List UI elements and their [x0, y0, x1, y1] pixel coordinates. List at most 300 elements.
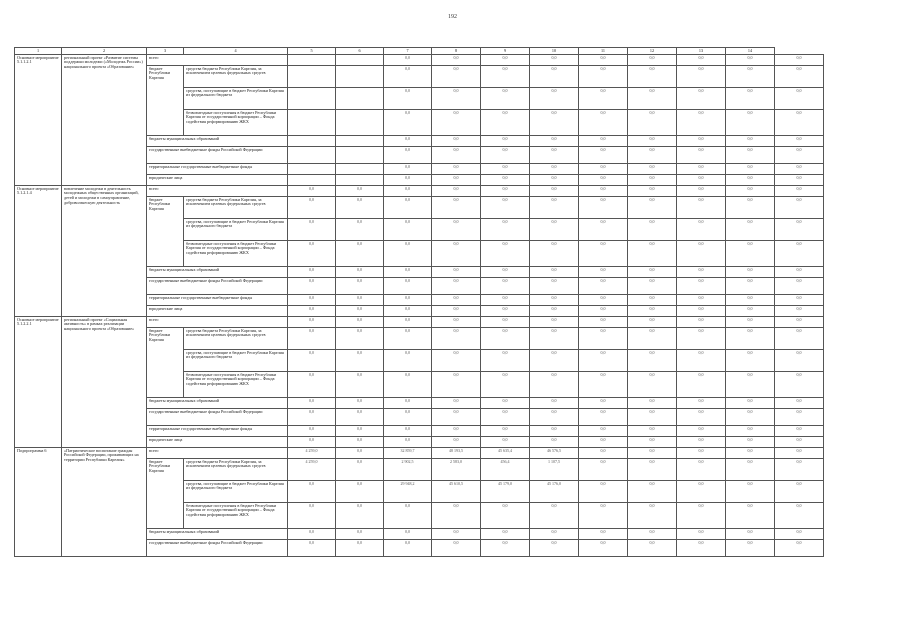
value-cell: [677, 278, 726, 295]
value-cell: [579, 110, 628, 136]
value-cell: [628, 448, 677, 459]
value-text: 0,0: [453, 316, 459, 322]
value-text: 0,0: [796, 316, 802, 322]
value-cell: [336, 295, 384, 306]
value-cell: [726, 164, 775, 175]
value-text: 0,0: [502, 218, 508, 224]
value-text: 0,0: [502, 266, 508, 272]
value-text: 0,0: [551, 218, 557, 224]
value-cell: [384, 197, 432, 219]
value-cell: [481, 164, 530, 175]
value-text: 0,0: [453, 135, 459, 141]
value-cell: [384, 110, 432, 136]
value-cell: [530, 328, 579, 350]
value-cell: [384, 88, 432, 110]
value-text: 0,0: [698, 528, 704, 534]
value-text: 0,0: [698, 218, 704, 224]
value-text: 0,0: [453, 196, 459, 202]
value-cell: [628, 317, 677, 328]
value-text: 0,0: [698, 185, 704, 191]
value-text: 0,0: [649, 528, 655, 534]
value-cell: [726, 459, 775, 481]
value-text: 0,0: [453, 54, 459, 60]
value-text: 0,0: [453, 185, 459, 191]
value-cell: [432, 328, 481, 350]
value-cell: [481, 540, 530, 557]
value-text: 0,0: [796, 174, 802, 180]
value-cell: [432, 136, 481, 147]
value-text: 0,0: [357, 316, 362, 322]
value-text: 0,0: [600, 397, 606, 403]
measure-description: региональный проект «Социальная активность» в рамках реализации национального проекта «Образование»: [62, 317, 147, 448]
value-cell: [579, 306, 628, 317]
value-text: 0,0: [649, 425, 655, 431]
budget-label: бюджет Республики Карелия: [147, 66, 184, 136]
value-text: 0,0: [405, 371, 410, 377]
value-text: 0,0: [747, 174, 753, 180]
table-row: [15, 317, 824, 328]
value-cell: [775, 66, 824, 88]
value-cell: [775, 398, 824, 409]
value-cell: [628, 409, 677, 426]
value-cell: [336, 437, 384, 448]
value-cell: [775, 409, 824, 426]
value-cell: [726, 448, 775, 459]
value-cell: [288, 55, 336, 66]
value-text: 0,0: [502, 528, 508, 534]
value-cell: [775, 267, 824, 278]
source-label: средства, поступающие в бюджет Республики Карелия из федерального бюджета: [184, 219, 288, 241]
value-cell: [336, 317, 384, 328]
value-text: 0,0: [747, 163, 753, 169]
value-cell: [726, 503, 775, 529]
source-label: территориальные государственные внебюджетные фонды: [147, 426, 288, 437]
value-text: 0,0: [796, 294, 802, 300]
value-cell: [384, 317, 432, 328]
value-cell: [336, 88, 384, 110]
value-cell: [336, 164, 384, 175]
value-cell: [628, 540, 677, 557]
value-text: 0,0: [698, 305, 704, 311]
value-text: 45 176,0: [547, 480, 561, 486]
value-cell: [530, 164, 579, 175]
value-text: 0,0: [309, 218, 314, 224]
value-text: 0,0: [600, 458, 606, 464]
value-text: 0,0: [600, 185, 606, 191]
value-cell: [677, 110, 726, 136]
value-text: 0,0: [405, 436, 410, 442]
value-cell: [384, 136, 432, 147]
value-cell: [481, 267, 530, 278]
table-row: [15, 448, 824, 459]
value-cell: [336, 267, 384, 278]
value-text: 0,0: [309, 528, 314, 534]
value-cell: [677, 328, 726, 350]
value-cell: [677, 372, 726, 398]
value-text: 0,0: [747, 397, 753, 403]
value-cell: [384, 328, 432, 350]
value-cell: [384, 186, 432, 197]
value-cell: [579, 55, 628, 66]
value-cell: [726, 88, 775, 110]
value-text: 0,0: [796, 528, 802, 534]
value-text: 0,0: [649, 54, 655, 60]
value-cell: [775, 295, 824, 306]
source-label: всего: [147, 448, 288, 459]
value-cell: [579, 147, 628, 164]
value-cell: [726, 55, 775, 66]
source-label: безвозмездные поступления в бюджет Республики Карелия от государственной корпорации – Фонда содействия реформированию ЖКХ: [184, 110, 288, 136]
value-text: 0,0: [357, 327, 362, 333]
value-text: 0,0: [357, 397, 362, 403]
value-text: 0,0: [357, 305, 362, 311]
financing-table: [14, 47, 824, 557]
value-cell: [726, 540, 775, 557]
value-text: 0,0: [649, 218, 655, 224]
value-text: 0,0: [600, 349, 606, 355]
value-text: 0,0: [600, 502, 606, 508]
value-cell: [530, 503, 579, 529]
value-text: 0,0: [796, 146, 802, 152]
value-text: 0,0: [600, 54, 606, 60]
value-cell: [579, 372, 628, 398]
value-text: 0,0: [309, 305, 314, 311]
header-cell-1: 1: [15, 48, 62, 55]
value-cell: [579, 136, 628, 147]
value-cell: [336, 66, 384, 88]
value-text: 0,0: [453, 436, 459, 442]
value-text: 0,0: [698, 294, 704, 300]
value-cell: [775, 110, 824, 136]
value-cell: [432, 448, 481, 459]
value-text: 0,0: [698, 327, 704, 333]
value-text: 0,0: [747, 65, 753, 71]
value-text: 0,0: [747, 146, 753, 152]
value-text: 0,0: [551, 146, 557, 152]
value-text: 0,0: [747, 480, 753, 486]
value-cell: [481, 350, 530, 372]
value-cell: [432, 175, 481, 186]
value-cell: [481, 448, 530, 459]
value-text: 32 859,7: [400, 447, 415, 453]
value-text: 0,0: [600, 266, 606, 272]
value-text: 0,0: [796, 87, 802, 93]
value-text: 0,0: [649, 447, 655, 453]
value-text: 0,0: [796, 196, 802, 202]
value-text: 0,0: [357, 436, 362, 442]
value-cell: [628, 66, 677, 88]
value-cell: [384, 55, 432, 66]
value-text: 0,0: [453, 539, 459, 545]
value-text: 0,0: [747, 425, 753, 431]
value-cell: [677, 88, 726, 110]
value-text: 0,0: [405, 218, 410, 224]
value-cell: [579, 540, 628, 557]
header-cell-10: 10: [530, 48, 579, 55]
value-text: 0,0: [698, 174, 704, 180]
value-text: 0,0: [698, 480, 704, 486]
value-text: 0,0: [796, 480, 802, 486]
source-label: бюджеты муниципальных образований: [147, 136, 288, 147]
source-label: средства, поступающие в бюджет Республики Карелия из федерального бюджета: [184, 88, 288, 110]
source-label: юридические лица: [147, 437, 288, 448]
value-cell: [726, 409, 775, 426]
value-cell: [481, 66, 530, 88]
value-text: 0,0: [600, 436, 606, 442]
value-cell: [628, 481, 677, 503]
value-text: 0,0: [309, 277, 314, 283]
value-text: 0,0: [502, 196, 508, 202]
value-text: 0,0: [698, 371, 704, 377]
value-text: 45 635,4: [498, 447, 512, 453]
value-cell: [336, 110, 384, 136]
value-cell: [432, 372, 481, 398]
value-cell: [628, 136, 677, 147]
value-cell: [530, 306, 579, 317]
value-cell: [726, 186, 775, 197]
value-cell: [579, 197, 628, 219]
value-cell: [384, 350, 432, 372]
value-text: 0,0: [796, 305, 802, 311]
value-cell: [530, 186, 579, 197]
value-cell: [579, 295, 628, 306]
value-text: 0,0: [502, 436, 508, 442]
value-cell: [481, 426, 530, 437]
value-cell: [628, 164, 677, 175]
value-text: 0,0: [551, 65, 557, 71]
value-text: 0,0: [649, 371, 655, 377]
value-cell: [628, 147, 677, 164]
value-text: 0,0: [551, 502, 557, 508]
value-cell: [432, 147, 481, 164]
value-text: 0,0: [600, 87, 606, 93]
value-cell: [384, 503, 432, 529]
value-text: 0,0: [747, 54, 753, 60]
source-label: средства бюджета Республики Карелия, за исключением целевых федеральных средств: [184, 328, 288, 350]
value-text: 0,0: [453, 502, 459, 508]
value-text: 0,0: [698, 196, 704, 202]
header-cell-6: 6: [336, 48, 384, 55]
value-text: 0,0: [600, 294, 606, 300]
value-text: 0,0: [405, 277, 410, 283]
measure-name: Основное мероприятие 5.1.1.2.1: [15, 55, 62, 186]
value-cell: [628, 398, 677, 409]
header-cell-5: 5: [288, 48, 336, 55]
value-text: 0,0: [551, 294, 557, 300]
value-cell: [384, 409, 432, 426]
value-cell: [726, 147, 775, 164]
value-cell: [288, 426, 336, 437]
value-text: 0,0: [453, 163, 459, 169]
value-cell: [677, 317, 726, 328]
value-cell: [775, 503, 824, 529]
value-cell: [775, 241, 824, 267]
value-text: 2 902,5: [401, 458, 414, 464]
value-cell: [481, 136, 530, 147]
value-cell: [288, 241, 336, 267]
value-cell: [432, 317, 481, 328]
value-cell: [336, 219, 384, 241]
value-cell: [726, 328, 775, 350]
value-cell: [775, 55, 824, 66]
value-text: 0,0: [747, 349, 753, 355]
value-cell: [530, 66, 579, 88]
value-text: 0,0: [747, 436, 753, 442]
value-text: 0,0: [698, 436, 704, 442]
value-text: 0,0: [453, 397, 459, 403]
value-text: 0,0: [747, 316, 753, 322]
value-text: 0,0: [649, 185, 655, 191]
value-text: 0,0: [551, 240, 557, 246]
value-cell: [481, 481, 530, 503]
value-text: 0,0: [747, 196, 753, 202]
value-text: 0,0: [698, 539, 704, 545]
value-text: 0,0: [551, 397, 557, 403]
value-cell: [530, 147, 579, 164]
value-cell: [481, 278, 530, 295]
value-text: 0,0: [649, 87, 655, 93]
value-cell: [628, 88, 677, 110]
value-cell: [336, 175, 384, 186]
value-cell: [288, 219, 336, 241]
value-text: 0,0: [747, 240, 753, 246]
value-text: 0,0: [649, 109, 655, 115]
value-text: 0,0: [357, 218, 362, 224]
source-label: всего: [147, 317, 288, 328]
value-text: 0,0: [405, 408, 410, 414]
source-label: юридические лица: [147, 306, 288, 317]
header-cell-14: 14: [726, 48, 775, 55]
value-text: 0,0: [357, 502, 362, 508]
value-cell: [530, 540, 579, 557]
value-cell: [579, 398, 628, 409]
value-cell: [530, 55, 579, 66]
value-cell: [530, 219, 579, 241]
value-cell: [336, 540, 384, 557]
value-text: 0,0: [698, 349, 704, 355]
value-cell: [775, 306, 824, 317]
value-cell: [288, 529, 336, 540]
value-cell: [432, 437, 481, 448]
value-cell: [775, 88, 824, 110]
value-cell: [384, 372, 432, 398]
value-text: 0,0: [747, 408, 753, 414]
value-cell: [530, 426, 579, 437]
value-text: 0,0: [649, 135, 655, 141]
value-cell: [432, 110, 481, 136]
value-cell: [336, 136, 384, 147]
value-text: 0,0: [357, 277, 362, 283]
value-cell: [336, 197, 384, 219]
source-label: государственные внебюджетные фонды Российской Федерации: [147, 278, 288, 295]
value-text: 0,0: [453, 146, 459, 152]
value-text: 0,0: [405, 425, 410, 431]
value-text: 0,0: [698, 87, 704, 93]
value-cell: [288, 437, 336, 448]
value-text: 0,0: [502, 397, 508, 403]
value-cell: [432, 426, 481, 437]
value-text: 0,0: [796, 65, 802, 71]
header-cell-4: 4: [184, 48, 288, 55]
value-cell: [384, 175, 432, 186]
value-cell: [628, 267, 677, 278]
value-text: 0,0: [551, 528, 557, 534]
value-text: 0,0: [405, 240, 410, 246]
source-label: бюджеты муниципальных образований: [147, 529, 288, 540]
value-cell: [677, 409, 726, 426]
value-text: 0,0: [698, 277, 704, 283]
value-text: 0,0: [649, 305, 655, 311]
value-cell: [775, 278, 824, 295]
value-text: 0,0: [309, 349, 314, 355]
header-cell-3: 3: [147, 48, 184, 55]
value-text: 0,0: [551, 316, 557, 322]
value-text: 0,0: [600, 277, 606, 283]
value-cell: [530, 88, 579, 110]
value-cell: [384, 278, 432, 295]
value-cell: [530, 372, 579, 398]
value-cell: [336, 350, 384, 372]
value-cell: [432, 186, 481, 197]
value-text: 0,0: [405, 146, 410, 152]
value-text: 0,0: [309, 436, 314, 442]
value-text: 0,0: [796, 185, 802, 191]
value-text: 0,0: [600, 480, 606, 486]
value-cell: [336, 372, 384, 398]
value-cell: [481, 437, 530, 448]
measure-description: вовлечение молодежи в деятельность молодежных общественных организаций, детей и молодежи в самоуправление, добровольческую деятельность: [62, 186, 147, 317]
value-cell: [579, 267, 628, 278]
value-text: 0,0: [405, 528, 410, 534]
value-text: 0,0: [649, 163, 655, 169]
value-text: 0,0: [600, 109, 606, 115]
value-cell: [336, 398, 384, 409]
value-text: 0,0: [502, 109, 508, 115]
value-cell: [775, 372, 824, 398]
value-text: 0,0: [698, 397, 704, 403]
value-cell: [579, 426, 628, 437]
value-text: 0,0: [453, 425, 459, 431]
value-cell: [579, 88, 628, 110]
value-text: 0,0: [649, 146, 655, 152]
value-text: 0,0: [405, 54, 410, 60]
value-text: 0,0: [453, 371, 459, 377]
value-text: 0,0: [502, 425, 508, 431]
value-text: 0,0: [357, 266, 362, 272]
value-text: 0,0: [405, 502, 410, 508]
value-cell: [336, 426, 384, 437]
value-text: 0,0: [357, 425, 362, 431]
source-label: средства, поступающие в бюджет Республики Карелия из федерального бюджета: [184, 481, 288, 503]
value-text: 0,0: [502, 87, 508, 93]
source-label: средства бюджета Республики Карелия, за исключением целевых федеральных средств: [184, 66, 288, 88]
value-cell: [726, 372, 775, 398]
value-cell: [726, 219, 775, 241]
value-text: 48 193,5: [449, 447, 463, 453]
source-label: средства бюджета Республики Карелия, за исключением целевых федеральных средств: [184, 459, 288, 481]
value-cell: [384, 147, 432, 164]
value-cell: [530, 448, 579, 459]
value-cell: [530, 175, 579, 186]
value-cell: [579, 437, 628, 448]
value-cell: [432, 197, 481, 219]
value-cell: [628, 219, 677, 241]
value-text: 0,0: [796, 135, 802, 141]
value-text: 0,0: [600, 408, 606, 414]
value-cell: [384, 459, 432, 481]
value-cell: [288, 175, 336, 186]
value-cell: [481, 197, 530, 219]
